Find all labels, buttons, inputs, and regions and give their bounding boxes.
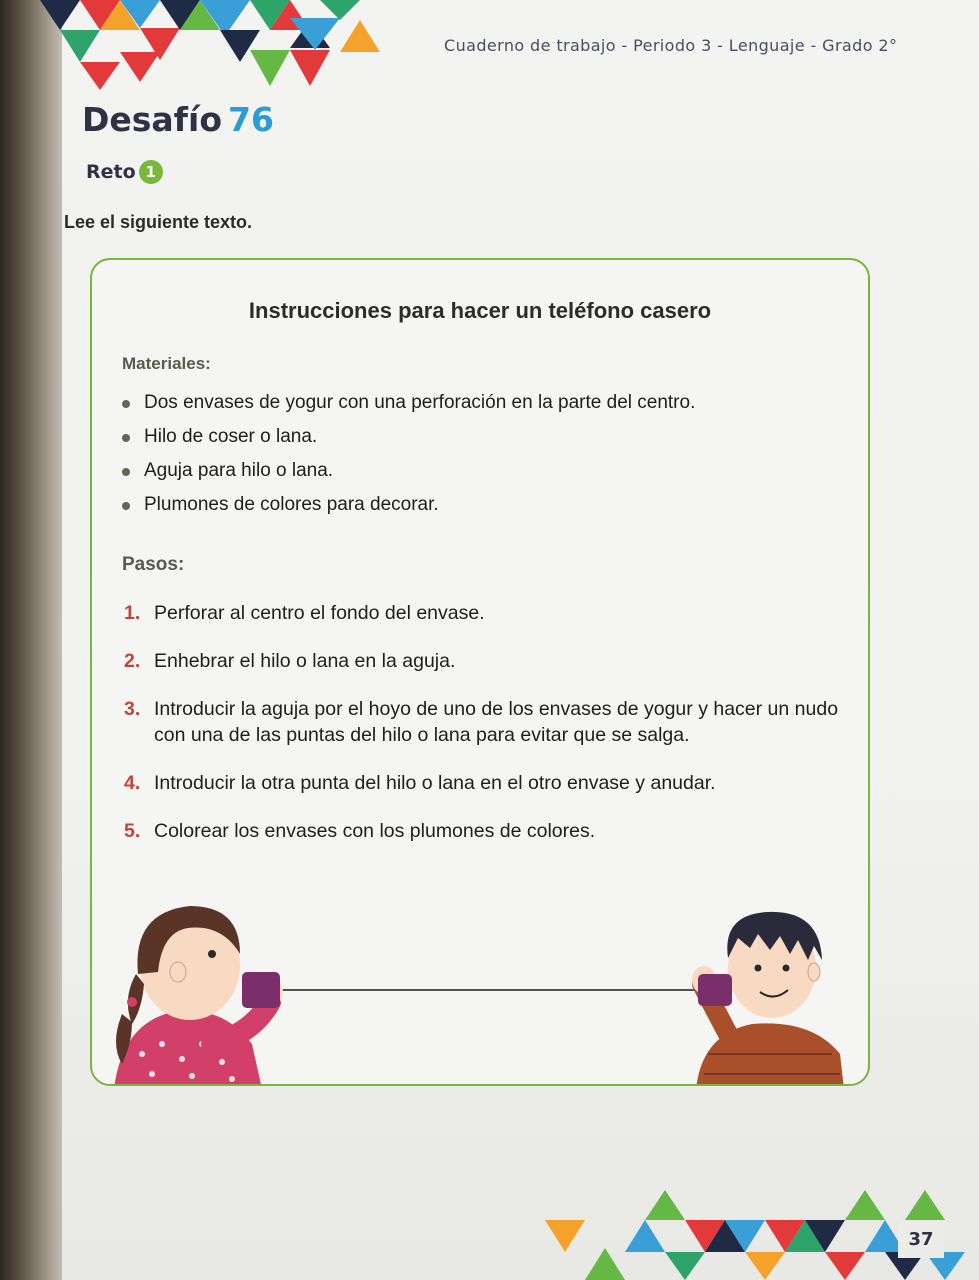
step-text: Introducir la aguja por el hoyo de uno de los envases de yogur y hacer un nudo con una de las puntas del hilo o lana para evitar que se salga. — [154, 698, 839, 746]
title-number: 76 — [228, 100, 274, 139]
step-number: 4. — [124, 772, 141, 794]
page-number: 37 — [898, 1222, 944, 1258]
challenge-number-badge: 1 — [139, 160, 163, 184]
step-item — [124, 600, 844, 626]
step-number: 1. — [124, 602, 141, 624]
workbook-header: Cuaderno de trabajo - Periodo 3 - Lenguaje - Grado 2° — [444, 36, 898, 55]
step-item — [124, 648, 844, 674]
step-text: Colorear los envases con los plumones de colores. — [154, 820, 596, 842]
steps-list — [124, 600, 844, 866]
challenge-label — [86, 160, 163, 184]
title-prefix: Desafío — [82, 100, 223, 139]
instructions-text-box — [90, 258, 870, 1086]
list-item: Aguja para hilo o lana. — [122, 460, 695, 494]
steps-label: Pasos: — [122, 554, 185, 575]
list-item: Dos envases de yogur con una perforación en la parte del centro. — [122, 392, 695, 426]
step-item — [124, 696, 844, 748]
text-box-title: Instrucciones para hacer un teléfono casero — [248, 298, 712, 323]
step-text: Perforar al centro el fondo del envase. — [154, 602, 485, 624]
bullet-icon — [122, 468, 130, 476]
bullet-icon — [122, 434, 130, 442]
challenge-text: Reto — [86, 161, 136, 183]
step-text: Enhebrar el hilo o lana en la aguja. — [154, 650, 456, 672]
list-item: Hilo de coser o lana. — [122, 426, 695, 460]
bullet-icon — [122, 400, 130, 408]
materials-label: Materiales: — [122, 354, 211, 373]
step-item — [124, 770, 844, 796]
step-number: 3. — [124, 698, 141, 720]
left-cup-phone — [242, 972, 280, 1008]
list-item: Plumones de colores para decorar. — [122, 494, 695, 528]
step-item — [124, 818, 844, 844]
string-telephone-illustration — [92, 884, 868, 1084]
step-number: 2. — [124, 650, 141, 672]
right-cup-phone — [698, 974, 732, 1006]
bullet-icon — [122, 502, 130, 510]
step-text: Introducir la otra punta del hilo o lana en el otro envase y anudar. — [154, 772, 716, 794]
top-triangle-decoration — [40, 0, 440, 100]
page-title — [82, 100, 274, 139]
step-number: 5. — [124, 820, 141, 842]
materials-list — [122, 392, 695, 528]
instruction-text: Lee el siguiente texto. — [64, 212, 253, 232]
